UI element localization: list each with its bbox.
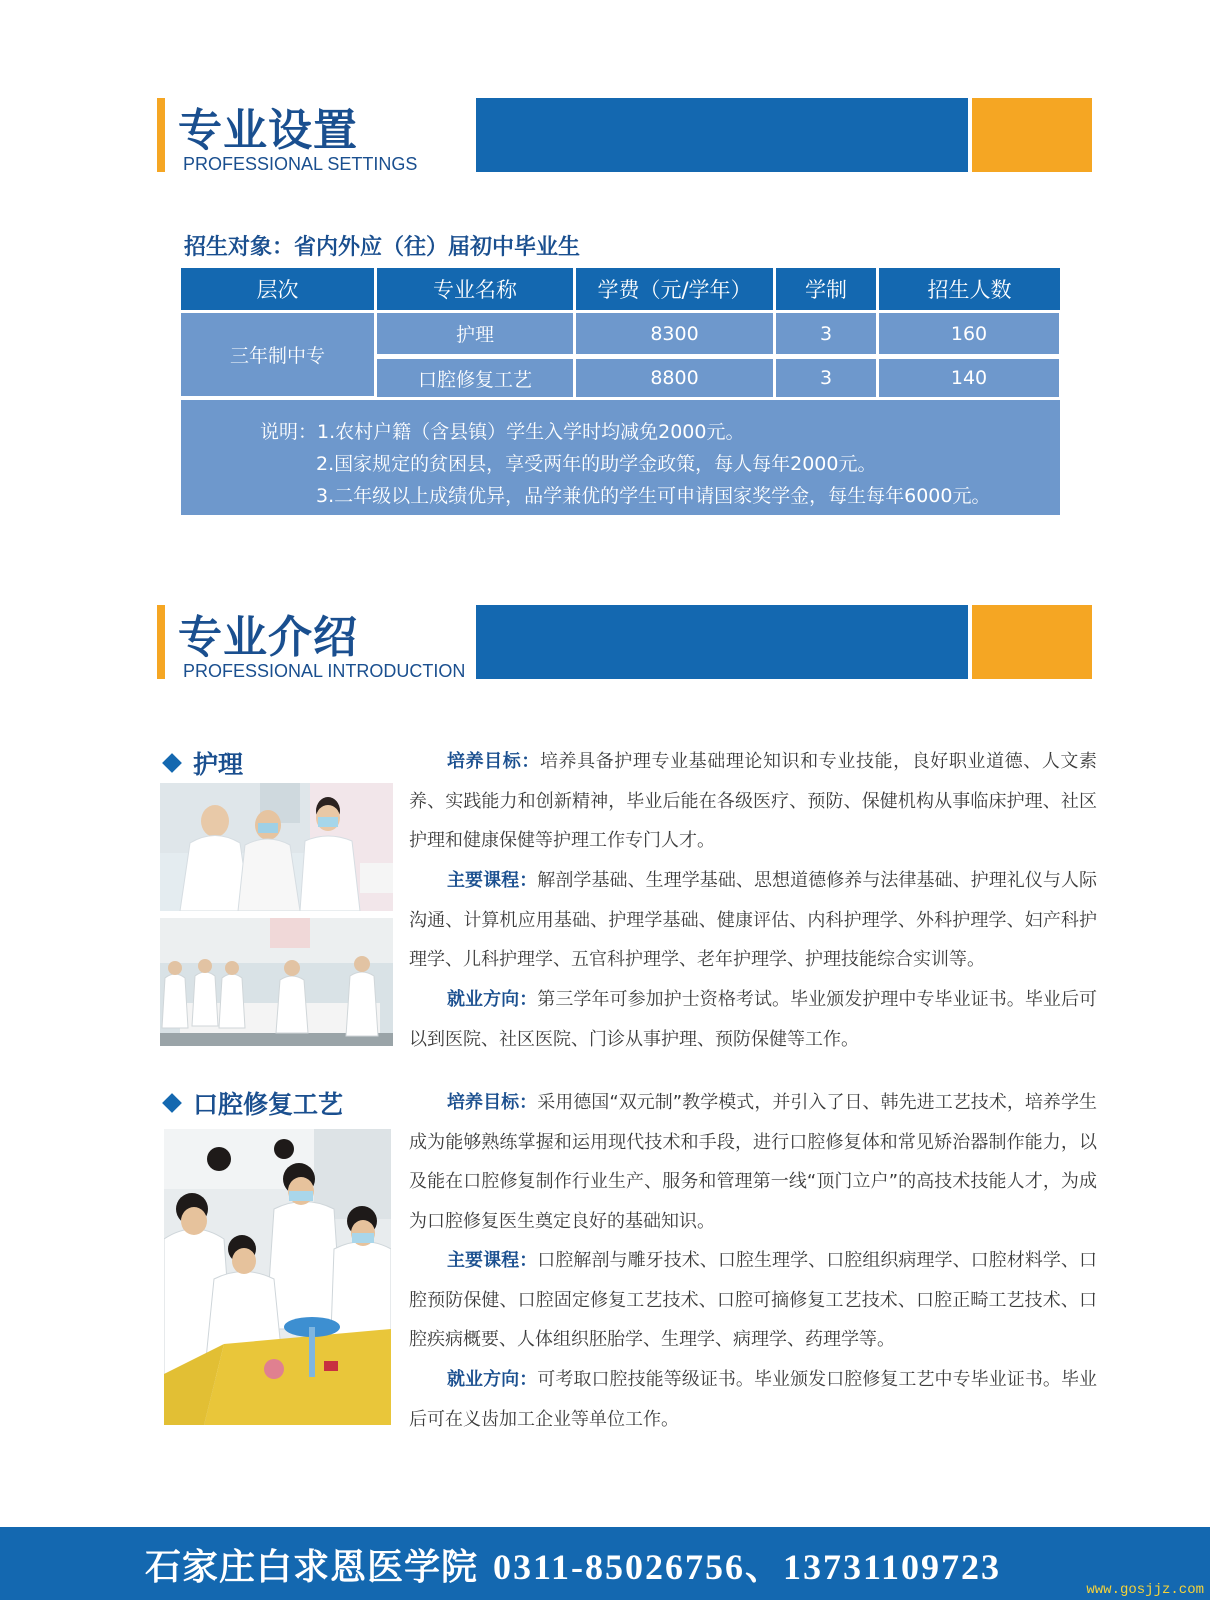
footer-school-name: 石家庄白求恩医学院	[145, 1547, 479, 1587]
table-header-cell: 学制	[776, 268, 879, 310]
table-header-row	[181, 268, 1060, 310]
nursing-photo-1	[160, 783, 393, 911]
table-header-cell: 招生人数	[927, 278, 1012, 302]
dental-goal-paragraph	[409, 1083, 1097, 1241]
note-line: 3.二年级以上成绩优异，品学兼优的学生可申请国家奖学金，每生每年6000元。	[316, 485, 991, 507]
job-label: 就业方向：	[447, 1369, 538, 1390]
section-header-settings	[0, 98, 1210, 178]
dental-job-paragraph	[409, 1360, 1097, 1439]
course-label: 主要课程：	[447, 1250, 538, 1271]
table-row	[377, 313, 1059, 354]
major-title-nursing	[162, 745, 243, 781]
section-header-introduction	[0, 605, 1210, 685]
table-cell-count: 160	[950, 322, 988, 345]
dental-photo	[164, 1129, 391, 1425]
course-text: 口腔解剖与雕牙技术、口腔生理学、口腔组织病理学、口腔材料学、口腔预防保健、口腔固定修复工艺技术、口腔可摘修复工艺技术、口腔正畸工艺技术、口腔疾病概要、人体组织胚胎学、生理学、病理学、药理学等。	[409, 1250, 1098, 1350]
header-blue-block	[476, 98, 968, 172]
enrollment-target: 招生对象：省内外应（往）届初中毕业生	[184, 235, 581, 260]
nursing-job-paragraph	[409, 980, 1097, 1059]
course-label: 主要课程：	[447, 870, 538, 891]
job-text: 可考取口腔技能等级证书。毕业颁发口腔修复工艺中专毕业证书。毕业后可在义齿加工企业等单位工作。	[409, 1369, 1098, 1430]
note-line: 说明：1.农村户籍（含县镇）学生入学时均减免2000元。	[260, 421, 745, 443]
diamond-bullet-icon	[162, 753, 182, 773]
footer-phone-numbers: 0311-85026756、13731109723	[493, 1547, 1002, 1587]
table-level-cell: 三年制中专	[181, 310, 377, 396]
nursing-photo-2	[160, 918, 393, 1046]
table-header-cell: 专业名称	[377, 268, 576, 310]
header-orange-block	[972, 605, 1092, 679]
table-notes	[181, 397, 1060, 515]
diamond-bullet-icon	[162, 1093, 182, 1113]
header-orange-block	[972, 98, 1092, 172]
major-title-text: 口腔修复工艺	[193, 1090, 344, 1119]
goal-text: 采用德国“双元制”教学模式，并引入了日、韩先进工艺技术，培养学生成为能够熟练掌握和运用现代技术和手段，进行口腔修复体和常见矫治器制作能力，以及能在口腔修复制作行业生产、服务和管理第一线“顶门立户”的高技术技能人才，为成为口腔修复医生奠定良好的基础知识。	[409, 1092, 1097, 1232]
watermark: www.gosjjz.com	[1086, 1582, 1204, 1598]
job-label: 就业方向：	[447, 989, 538, 1010]
goal-label: 培养目标：	[447, 1092, 538, 1113]
table-cell-fee: 8800	[576, 359, 776, 397]
section-title: 专业设置	[178, 105, 358, 156]
goal-label: 培养目标：	[447, 751, 540, 772]
section-title: 专业介绍	[178, 612, 358, 663]
table-cell-name: 护理	[377, 313, 576, 354]
major-title-dental	[162, 1085, 343, 1121]
job-text: 第三学年可参加护士资格考试。毕业颁发护理中专毕业证书。毕业后可以到医院、社区医院、门诊从事护理、预防保健等工作。	[409, 989, 1098, 1050]
table-cell-years: 3	[776, 313, 879, 354]
table-cell-fee: 8300	[576, 313, 776, 354]
section-subtitle: PROFESSIONAL SETTINGS	[183, 154, 418, 174]
table-header-cell: 层次	[181, 268, 377, 310]
footer-bar	[0, 1527, 1210, 1600]
table-cell-count: 140	[950, 367, 988, 389]
header-accent-bar	[157, 605, 165, 679]
header-accent-bar	[157, 98, 165, 172]
major-title-text: 护理	[193, 750, 244, 779]
nursing-course-paragraph	[409, 861, 1097, 980]
nursing-goal-paragraph	[409, 742, 1097, 861]
header-blue-block	[476, 605, 968, 679]
table-row	[377, 356, 1059, 397]
table-cell-name: 口腔修复工艺	[377, 359, 576, 397]
dental-course-paragraph	[409, 1241, 1097, 1360]
note-line: 2.国家规定的贫困县，享受两年的助学金政策，每人每年2000元。	[316, 453, 877, 475]
course-text: 解剖学基础、生理学基础、思想道德修养与法律基础、护理礼仪与人际沟通、计算机应用基础、护理学基础、健康评估、内科护理学、外科护理学、妇产科护理学、儿科护理学、五官科护理学、老年护理学、护理技能综合实训等。	[409, 870, 1098, 970]
goal-text: 培养具备护理专业基础理论知识和专业技能，良好职业道德、人文素养、实践能力和创新精神，毕业后能在各级医疗、预防、保健机构从事临床护理、社区护理和健康保健等护理工作专门人才。	[409, 751, 1098, 851]
section-subtitle: PROFESSIONAL INTRODUCTION	[183, 661, 466, 681]
table-header-cell: 学费（元/学年）	[576, 268, 776, 310]
table-cell-years: 3	[776, 359, 879, 397]
